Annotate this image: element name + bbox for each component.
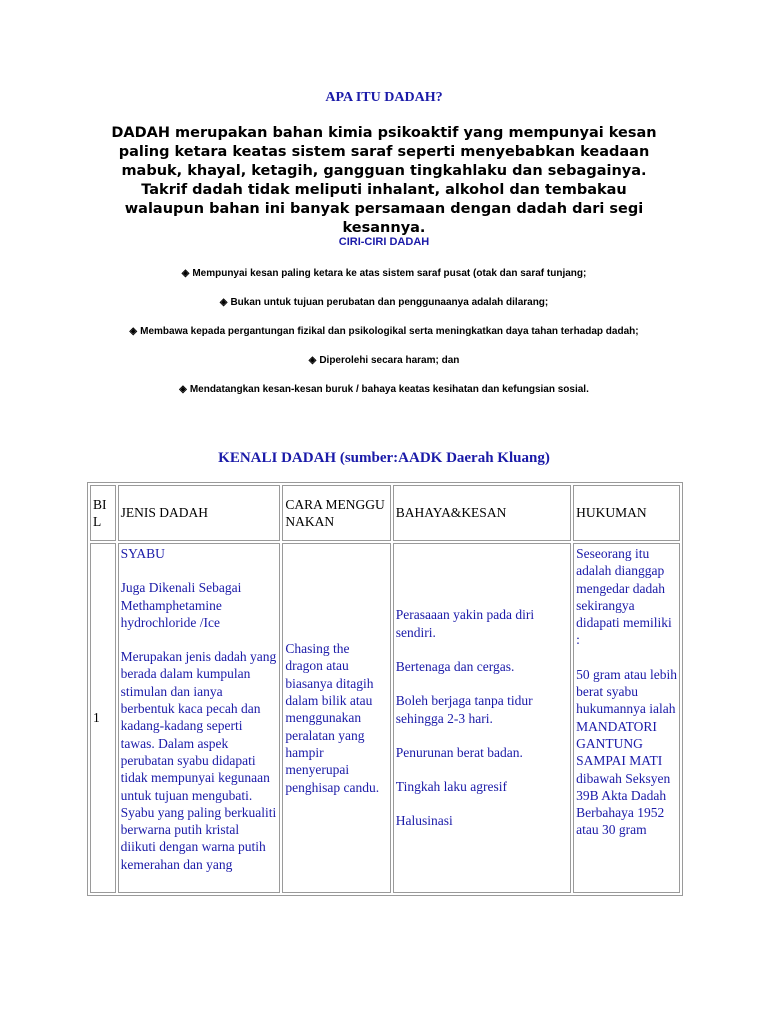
table-row <box>90 543 680 893</box>
header-cara-text: CARA MENGGUNAKAN <box>285 496 385 529</box>
header-hukuman: HUKUMAN <box>573 485 680 541</box>
bullet-text: Mendatangkan kesan-kesan buruk / bahaya keatas kesihatan dan kefungsian sosial. <box>189 384 589 395</box>
diamond-bullet-icon: ◈ <box>181 268 190 279</box>
cell-bil: 1 <box>90 543 116 893</box>
drug-description: Merupakan jenis dadah yang berada dalam kumpulan stimulan dan ianya berbentuk kaca pecah dan kadang-kadang seperti tawas. Dalam aspek perubatan syabu didapati tidak mempunyai kegunaan untuk tujuan mengubati. Syabu yang paling berkualiti berwarna putih kristal diikuti dengan warna putih kemerahan dan yang <box>120 649 277 872</box>
jenis-content <box>121 545 278 889</box>
header-bahaya: BAHAYA&KESAN <box>393 485 571 541</box>
diamond-bullet-icon: ◈ <box>179 384 187 395</box>
diamond-bullet-icon: ◈ <box>129 326 138 337</box>
ciri-dadah-heading: CIRI-CIRI DADAH <box>338 236 430 248</box>
diamond-bullet-icon: ◈ <box>219 297 228 308</box>
effect-item: Halusinasi <box>395 813 453 829</box>
page-title: APA ITU DADAH? <box>325 90 443 105</box>
drug-name: SYABU <box>120 546 165 561</box>
bullet-item <box>0 355 768 366</box>
header-bil-text: BIL <box>93 496 107 529</box>
effect-item: Perasaaan yakin pada diri sendiri. <box>395 607 535 640</box>
cell-bahaya <box>393 543 571 893</box>
intro-paragraph: DADAH merupakan bahan kimia psikoaktif yang mempunyai kesan paling ketara keatas sistem saraf seperti menyebabkan keadaan mabuk, khayal, ketagih, gangguan tingkahlaku dan sebagainya. Takrif dadah tidak meliputi inhalant, alkohol dan tembakau walaupun bahan ini banyak persamaan dengan dadah dari segi kesannya. <box>111 125 657 236</box>
diamond-bullet-icon: ◈ <box>308 355 317 366</box>
drug-table <box>87 482 683 896</box>
hukuman-intro: Seseorang itu adalah dianggap mengedar dadah sekirangya didapati memiliki : <box>576 546 672 648</box>
kenali-dadah-heading: KENALI DADAH (sumber:AADK Daerah Kluang) <box>218 450 550 466</box>
drug-alias: Juga Dikenali Sebagai Methamphetamine hydrochloride /Ice <box>120 580 242 630</box>
bullet-text: Mempunyai kesan paling ketara ke atas sistem saraf pusat (otak dan saraf tunjang; <box>192 268 587 279</box>
effect-item: Bertenaga dan cergas. <box>395 658 515 674</box>
bullet-text: Bukan untuk tujuan perubatan dan penggunaanya adalah dilarang; <box>230 297 549 308</box>
effect-item: Boleh berjaga tanpa tidur sehingga 2-3 hari. <box>395 693 533 726</box>
bullet-item <box>0 384 768 395</box>
bullet-text: Membawa kepada pergantungan fizikal dan psikologikal serta meningkatkan daya tahan terhadap dadah; <box>140 326 639 337</box>
cell-jenis <box>118 543 281 893</box>
effect-item: Penurunan berat badan. <box>395 744 523 760</box>
header-jenis: JENIS DADAH <box>118 485 281 541</box>
effect-item: Tingkah laku agresif <box>395 779 508 795</box>
hukuman-content <box>576 545 677 889</box>
header-cara <box>282 485 390 541</box>
table-header-row <box>90 485 680 541</box>
cell-hukuman <box>573 543 680 893</box>
bullet-item <box>0 297 768 308</box>
hukuman-detail: 50 gram atau lebih berat syabu hukumannya ialah MANDATORI GANTUNG SAMPAI MATI dibawah Seksyen 39B Akta Dadah Berbahaya 1952 atau 30 gram <box>576 666 677 838</box>
bullet-item <box>0 268 768 279</box>
header-bil <box>90 485 116 541</box>
bullet-item <box>0 326 768 337</box>
bullet-text: Diperolehi secara haram; dan <box>319 355 460 366</box>
cell-cara: Chasing the dragon atau biasanya ditagih dalam bilik atau menggunakan peralatan yang hampir menyerupai penghisap candu. <box>282 543 390 893</box>
